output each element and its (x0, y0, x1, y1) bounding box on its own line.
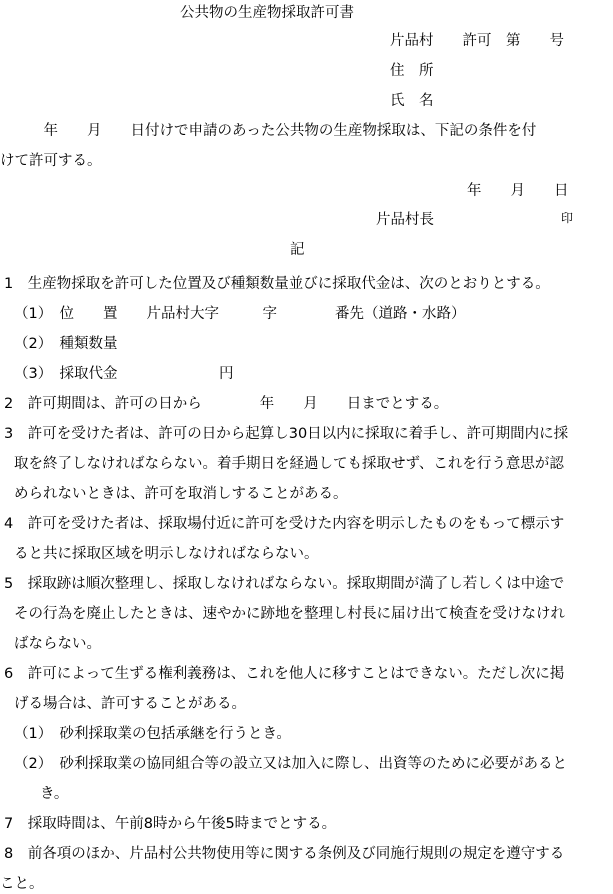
mayor-title: 片品村長 (376, 212, 434, 228)
item-5-line-2: その行為を廃止したときは、速やかに跡地を整理し村長に届け出て検査を受けなけれ (14, 606, 565, 622)
item-2: 2 許可期間は、許可の日から 年 月 日までとする。 (4, 396, 449, 412)
item-6-1: （1） 砂利採取業の包括承継を行うとき。 (14, 726, 291, 742)
item-7: 7 採取時間は、午前8時から午後5時までとする。 (4, 816, 337, 832)
item-3-line-1: 3 許可を受けた者は、許可の日から起算し30日以内に採取に着手し、許可期間内に採 (4, 426, 569, 442)
intro-line-2: けて許可する。 (0, 153, 102, 169)
item-1-1-location: （1） 位 置 片品村大字 字 番先（道路・水路） (14, 306, 466, 322)
item-5-line-3: ばならない。 (14, 636, 101, 652)
item-8-line-1: 8 前各項のほか、片品村公共物使用等に関する条例及び同施行規則の規定を遵守する (4, 846, 565, 862)
item-3-line-2: 取を終了しなければならない。着手期日を経過しても採取せず、これを行う意思が認 (14, 456, 564, 472)
intro-line-1: 年 月 日付けで申請のあった公共物の生産物採取は、下記の条件を付 (0, 123, 537, 139)
document-title: 公共物の生産物採取許可書 (180, 5, 354, 21)
item-3-line-3: められないときは、許可を取消しすることがある。 (14, 486, 348, 502)
address-label: 住 所 (390, 63, 434, 79)
item-1-3-fee: （3） 採取代金 円 (14, 366, 234, 382)
ki-heading: 記 (290, 242, 305, 258)
item-6-2-line-2: き。 (40, 786, 69, 802)
item-6-2-line-1: （2） 砂利採取業の協同組合等の設立又は加入に際し、出資等のために必要があると (14, 756, 567, 772)
permit-number: 片品村 許可 第 号 (390, 33, 564, 49)
item-4-line-1: 4 許可を受けた者は、採取場付近に許可を受けた内容を明示したものをもって標示す (4, 516, 565, 532)
item-1: 1 生産物採取を許可した位置及び種類数量並びに採取代金は、次のとおりとする。 (4, 276, 550, 292)
item-6-line-1: 6 許可によって生ずる権利義務は、これを他人に移すことはできない。ただし次に掲 (4, 666, 565, 682)
item-8-line-2: こと。 (0, 876, 44, 892)
item-5-line-1: 5 採取跡は順次整理し、採取しなければならない。採取期間が満了し若しくは中途で (4, 576, 565, 592)
item-4-line-2: ると共に採取区域を明示しなければならない。 (14, 546, 319, 562)
item-6-line-2: げる場合は、許可することがある。 (14, 696, 246, 712)
seal-mark: 印 (560, 211, 573, 225)
name-label: 氏 名 (390, 93, 434, 109)
issue-date: 年 月 日 (467, 183, 569, 199)
item-1-2-type-quantity: （2） 種類数量 (14, 336, 118, 352)
